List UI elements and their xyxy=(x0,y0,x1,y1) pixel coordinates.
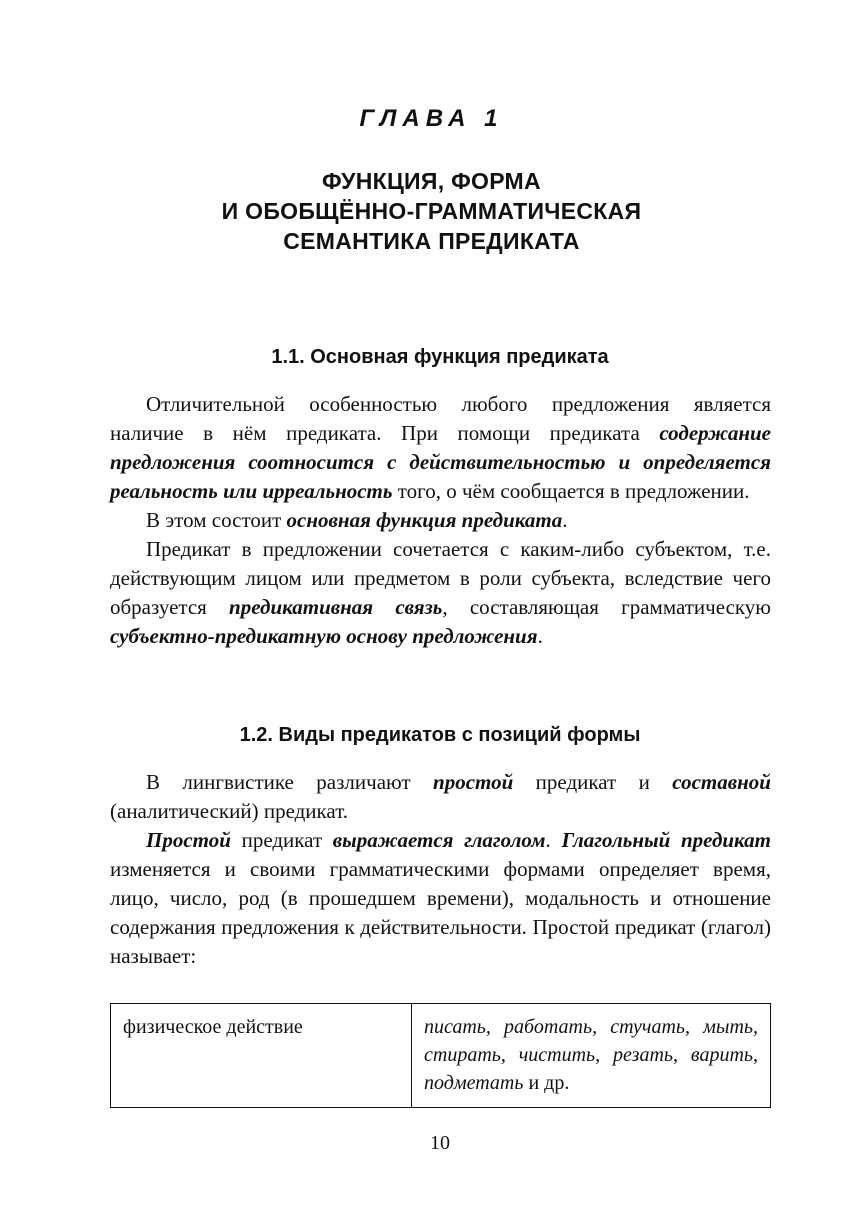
text-span: . xyxy=(562,508,568,532)
chapter-title-line-2: И ОБОБЩЁННО-ГРАММАТИЧЕСКАЯ xyxy=(221,198,642,224)
emphasis-term: простой xyxy=(433,770,514,794)
section-2-heading: 1.2. Виды предикатов с позиций формы xyxy=(239,724,641,746)
text-span: В лингвистике различают xyxy=(146,770,434,794)
chapter-title xyxy=(0,166,863,256)
table-row xyxy=(111,1004,771,1108)
chapter-title-line-1: ФУНКЦИЯ, ФОРМА xyxy=(322,168,541,194)
predicate-meaning-table xyxy=(110,1003,771,1108)
emphasis-term: основная функция предиката xyxy=(286,508,563,532)
text-span: того, о чём сообщается в предложении. xyxy=(392,479,750,503)
section-1-heading: 1.1. Основная функция предиката xyxy=(271,346,609,368)
paragraph xyxy=(110,768,771,826)
text-span: и др. xyxy=(523,1072,570,1094)
paragraph xyxy=(110,390,771,506)
text-span: предикат xyxy=(230,828,333,852)
emphasis-term: выражается глаголом xyxy=(332,828,546,852)
chapter-label: ГЛАВА 1 xyxy=(359,105,504,132)
page-number: 10 xyxy=(430,1132,450,1154)
table-cell-examples xyxy=(412,1004,771,1108)
emphasis-term: Глагольный предикат xyxy=(561,828,771,852)
emphasis-term: содержание предложения соотносится с действительностью и определяется реальность или ирреальность xyxy=(110,421,771,503)
example-verbs: писать, работать, стучать, мыть, стирать, чистить, резать, варить, подметать xyxy=(424,1016,758,1094)
paragraph xyxy=(110,506,771,535)
chapter-title-line-3: СЕМАНТИКА ПРЕДИКАТА xyxy=(283,228,580,254)
text-span: В этом состоит xyxy=(146,508,287,532)
paragraph xyxy=(110,826,771,971)
section-1-body xyxy=(110,390,771,651)
emphasis-term: предикативная связь xyxy=(229,595,443,619)
text-span: , составляющая грамматическую xyxy=(442,595,771,619)
table-cell-category: физическое действие xyxy=(111,1004,412,1108)
text-span: Отличительной особенностью любого предложения является наличие в нём предиката. При помощи предиката xyxy=(110,392,771,445)
emphasis-term: составной xyxy=(672,770,771,794)
text-span: . xyxy=(545,828,562,852)
text-span: изменяется и своими грамматическими формами определяет время, лицо, число, род (в прошедшем времени), модальность и отношение содержания предложения к действительности. Простой предикат (глагол) называет: xyxy=(110,857,771,968)
emphasis-term: Простой xyxy=(146,828,231,852)
text-span: . xyxy=(537,624,543,648)
section-2-body xyxy=(110,768,771,971)
text-span: (аналитический) предикат. xyxy=(110,799,349,823)
text-span: Предикат в предложении сочетается с каким-либо субъектом, т.е. действующим лицом или предметом в роли субъекта, вследствие чего образуется xyxy=(110,537,771,619)
paragraph xyxy=(110,535,771,651)
text-span: предикат и xyxy=(513,770,673,794)
emphasis-term: субъектно-предикатную основу предложения xyxy=(110,624,538,648)
